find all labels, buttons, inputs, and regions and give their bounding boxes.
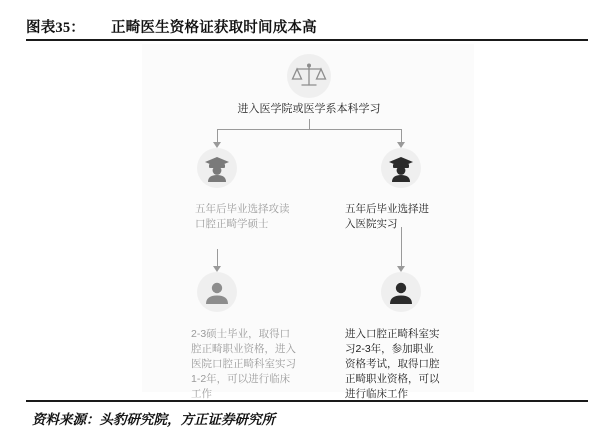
person-icon	[381, 272, 421, 312]
branch-right-caption: 五年后毕业选择进入医院实习	[345, 203, 429, 230]
bottom-divider	[26, 400, 588, 402]
person-icon	[197, 272, 237, 312]
source-note: 资料来源：头豹研究院，方正证券研究所	[32, 412, 275, 427]
connector-split-horizontal	[217, 129, 402, 130]
outcome-left-caption: 2-3硕士毕业，取得口腔正畸职业资格，进入医院口腔正畸科室实习1-2年，可以进行临床工作	[191, 328, 296, 400]
top-divider	[26, 39, 588, 41]
scales-balance-icon	[287, 54, 331, 98]
graduate-person-icon	[197, 148, 237, 188]
connector-right-down	[401, 129, 402, 143]
figure-label: 图表35：	[26, 20, 85, 36]
branch-left-caption: 五年后毕业选择攻读口腔正畸学硕士	[195, 203, 290, 230]
page-title: 正畸医生资格证获取时间成本高	[111, 20, 317, 36]
figure-title-row	[26, 16, 588, 37]
outcome-right-caption: 进入口腔正畸科室实习2-3年，参加职业资格考试，取得口腔正畸职业资格，可以进行临床工作	[345, 328, 440, 400]
root-caption: 进入医学院或医学系本科学习	[237, 103, 381, 115]
connector-root-vertical	[309, 119, 310, 129]
connector-right-stage2	[401, 227, 402, 268]
connector-left-down	[217, 129, 218, 143]
graduate-person-icon	[381, 148, 421, 188]
diagram-canvas	[142, 44, 474, 400]
